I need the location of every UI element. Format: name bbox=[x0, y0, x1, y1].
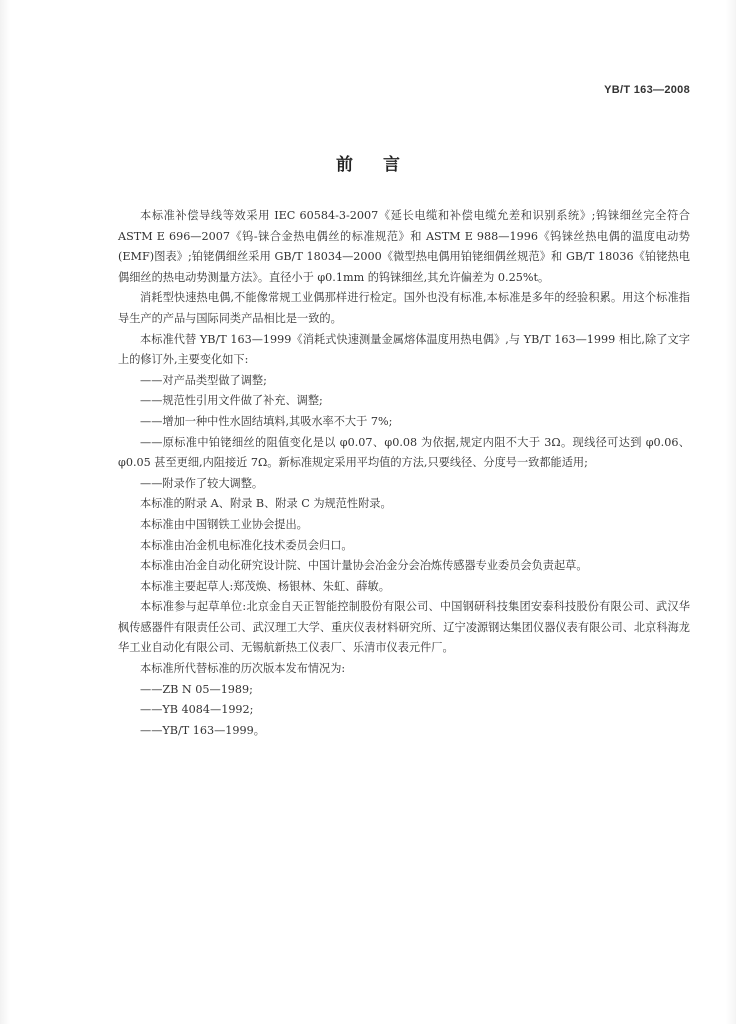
history-item: ——ZB N 05—1989; bbox=[140, 682, 253, 696]
change-item: ——规范性引用文件做了补充、调整; bbox=[140, 394, 323, 408]
paragraph-appendix: 本标准的附录 A、附录 B、附录 C 为规范性附录。 bbox=[140, 497, 392, 511]
paragraph-history-intro: 本标准所代替标准的历次版本发布情况为: bbox=[140, 662, 346, 676]
paragraph-consumable: 消耗型快速热电偶,不能像常规工业偶那样进行检定。国外也没有标准,本标准是多年的经验积累。用这个标准指导生产的产品与国际同类产品相比是一致的。 bbox=[118, 291, 690, 325]
change-item: ——附录作了较大调整。 bbox=[140, 476, 264, 490]
foreword-body bbox=[118, 206, 690, 741]
change-item: ——增加一种中性水固结填料,其吸水率不大于 7%; bbox=[140, 414, 393, 428]
page-title: 前言 bbox=[336, 155, 430, 175]
paragraph-authors: 本标准主要起草人:郑茂焕、杨银林、朱虹、薛敏。 bbox=[140, 579, 390, 593]
paragraph-drafter: 本标准由冶金自动化研究设计院、中国计量协会冶金分会冶炼传感器专业委员会负责起草。 bbox=[140, 559, 588, 573]
paragraph-participants: 本标准参与起草单位:北京金自天正智能控制股份有限公司、中国钢研科技集团安泰科技股份有限公司、武汉华枫传感器件有限责任公司、武汉理工大学、重庆仪表材料研究所、辽宁凌源钢达集团仪器仪表有限公司、北京科海龙华工业自动化有限公司、无锡航新热工仪表厂、乐清市仪表元件厂。 bbox=[118, 600, 690, 655]
document-code: YB/T 163—2008 bbox=[604, 84, 690, 96]
history-item: ——YB 4084—1992; bbox=[140, 703, 254, 717]
paragraph-adoption: 本标准补偿导线等效采用 IEC 60584-3-2007《延长电缆和补偿电缆允差和识别系统》;钨铼细丝完全符合 ASTM E 696—2007《钨-铼合金热电偶丝的标准规范》和 ASTM E 988—1996《钨铼丝热电偶的温度电动势(EMF)图表》;铂铑偶细丝采用 GB/T 18034—2000《微型热电偶用铂铑细偶丝规范》和 GB/T 18036《铂铑热电偶细丝的热电动势测量方法》。直径小于 φ0.1mm 的钨铼细丝,其允许偏差为 0.25%t。 bbox=[118, 209, 690, 284]
paragraph-replaces: 本标准代替 YB/T 163—1999《消耗式快速测量金属熔体温度用热电偶》,与 YB/T 163—1999 相比,除了文字上的修订外,主要变化如下: bbox=[118, 332, 690, 367]
paragraph-committee: 本标准由冶金机电标准化技术委员会归口。 bbox=[140, 538, 353, 552]
paragraph-proposer: 本标准由中国钢铁工业协会提出。 bbox=[140, 517, 308, 531]
history-item: ——YB/T 163—1999。 bbox=[140, 723, 265, 737]
change-item: ——对产品类型做了调整; bbox=[140, 373, 267, 387]
change-item: ——原标准中铂铑细丝的阻值变化是以 φ0.07、φ0.08 为依据,规定内阻不大于 3Ω。现线径可达到 φ0.06、φ0.05 甚至更细,内阻接近 7Ω。新标准规定采用平均值的方法,只要线径、分度号一致都能适用; bbox=[118, 435, 690, 470]
